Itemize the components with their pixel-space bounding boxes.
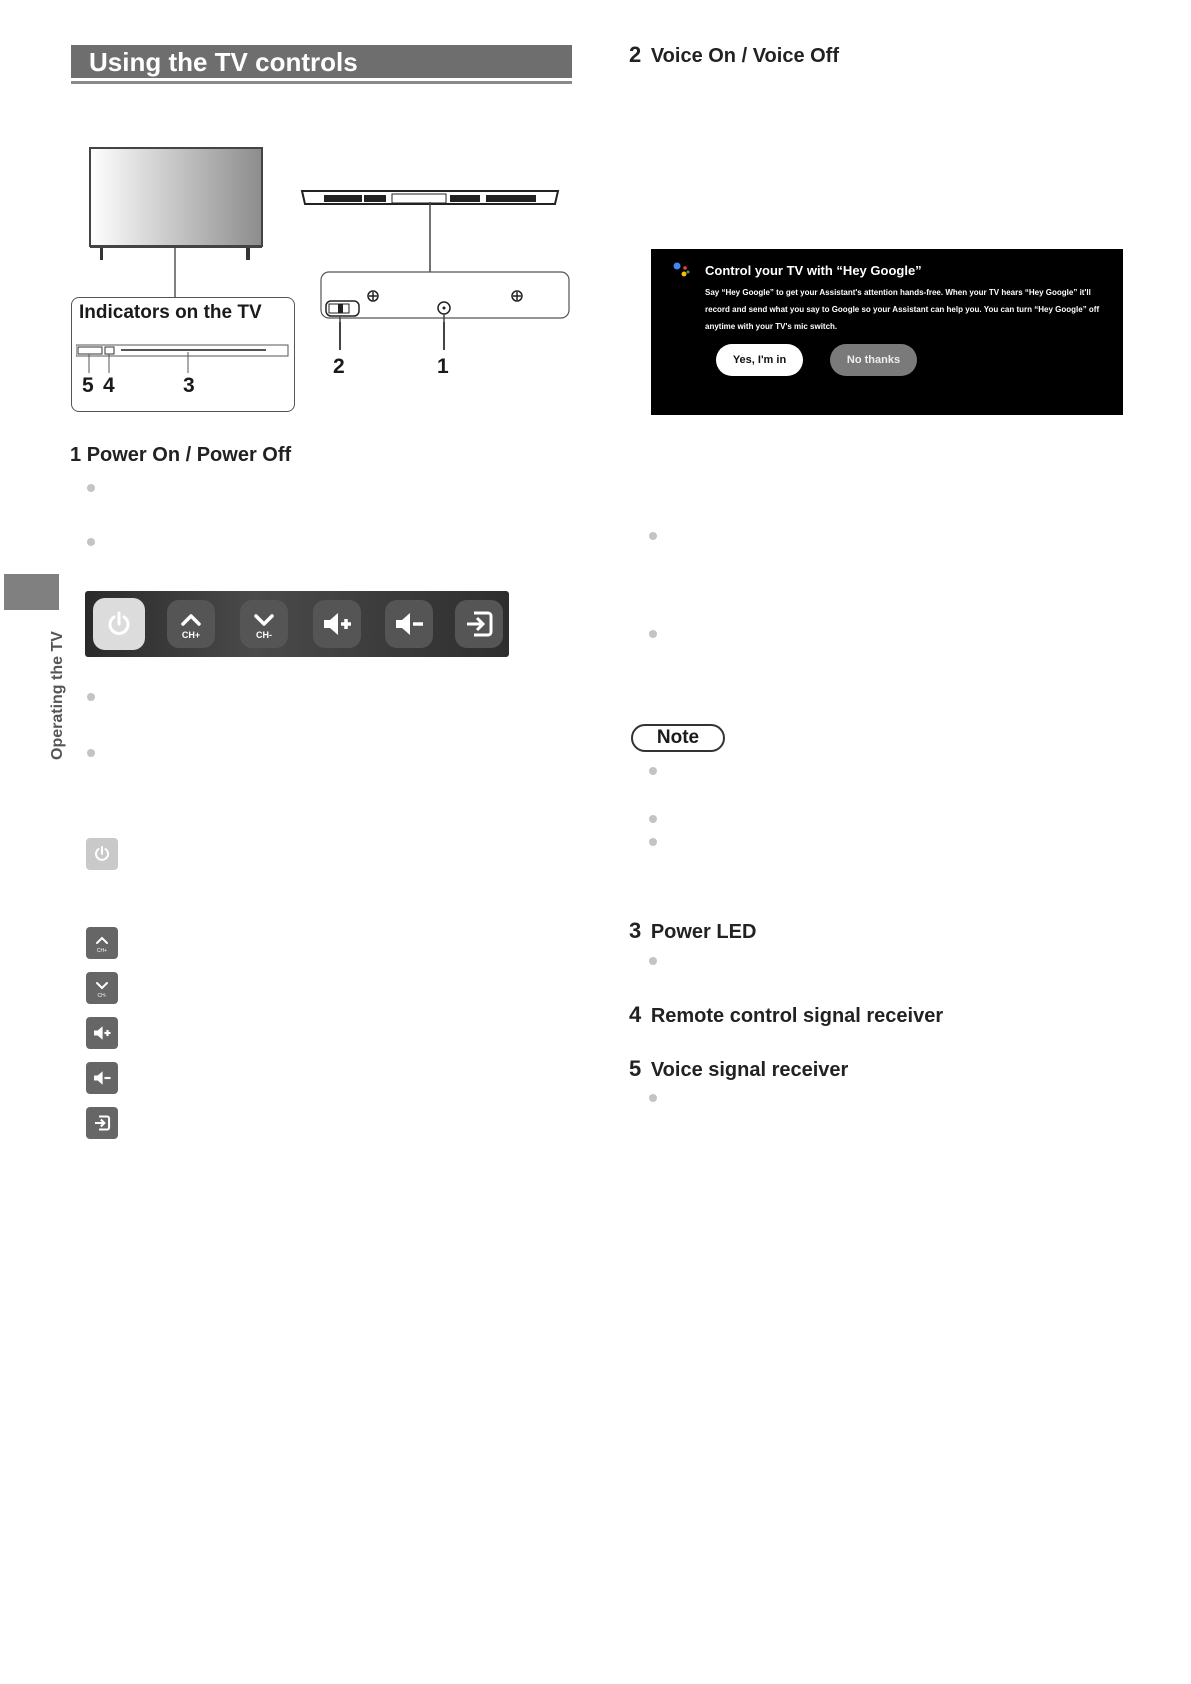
section-1-number: 1 [70, 444, 82, 466]
callout-3: 3 [183, 374, 195, 397]
hey-google-dialog [651, 249, 1123, 415]
section-1-heading [70, 444, 291, 467]
tv-bottom-illustration [300, 186, 572, 326]
volume-down-button[interactable] [385, 600, 433, 648]
tv-control-strip [85, 591, 509, 657]
section-3-number: 3 [629, 918, 642, 943]
bullet [87, 538, 95, 546]
bullet [87, 484, 95, 492]
bullet [649, 630, 657, 638]
volume-up-icon [91, 1022, 113, 1044]
bullet [649, 767, 657, 775]
legend-channel-up [86, 927, 118, 959]
power-button[interactable] [93, 598, 145, 650]
section-3-heading [629, 918, 756, 944]
power-icon [92, 844, 112, 864]
input-button[interactable] [455, 600, 503, 648]
bullet [649, 838, 657, 846]
section-4-heading [629, 1002, 943, 1028]
section-5-title: Voice signal receiver [650, 1059, 849, 1081]
channel-down-label: CH- [256, 630, 272, 640]
callout-1-leader [443, 322, 445, 350]
volume-down-icon [91, 1067, 113, 1089]
callout-5: 5 [82, 374, 94, 397]
page-title: Using the TV controls [89, 47, 358, 77]
chevron-down-icon [244, 604, 284, 644]
section-3-title: Power LED [650, 921, 757, 943]
legend-ch-down-label: CH- [97, 993, 107, 999]
power-icon [104, 609, 134, 639]
chevron-down-icon [91, 977, 113, 999]
decline-button[interactable]: No thanks [830, 344, 917, 376]
legend-channel-down [86, 972, 118, 1004]
section-2-title: Voice On / Voice Off [650, 45, 839, 67]
chevron-up-icon [171, 604, 211, 644]
legend-power [86, 838, 118, 870]
dialog-title: Control your TV with “Hey Google” [705, 263, 922, 278]
google-assistant-icon [672, 261, 692, 279]
accept-button[interactable]: Yes, I'm in [716, 344, 803, 376]
indicators-label: Indicators on the TV [79, 302, 262, 323]
volume-up-icon [319, 606, 355, 642]
channel-up-label: CH+ [181, 630, 201, 640]
side-tab-marker [4, 574, 59, 610]
bullet [649, 957, 657, 965]
callout-1: 1 [437, 355, 449, 378]
section-2-number: 2 [629, 42, 642, 67]
chevron-up-icon [91, 932, 113, 954]
callout-2-leader [339, 322, 341, 350]
bullet [649, 1094, 657, 1102]
channel-down-button[interactable] [240, 600, 288, 648]
side-section-label: Operating the TV [49, 631, 66, 760]
tv-front-illustration [80, 140, 280, 300]
callout-2: 2 [333, 355, 345, 378]
section-5-number: 5 [629, 1056, 642, 1081]
legend-input [86, 1107, 118, 1139]
section-4-number: 4 [629, 1002, 642, 1027]
section-5-heading [629, 1056, 848, 1082]
section-4-title: Remote control signal receiver [650, 1005, 944, 1027]
volume-up-button[interactable] [313, 600, 361, 648]
dialog-body: Say “Hey Google” to get your Assistant's attention hands-free. When your TV hears “Hey Google” it'll record and send what you say to Google so your Assistant can help you. You can turn “Hey Google” off anytime with your TV's mic switch. [705, 288, 1100, 331]
legend-ch-up-label: CH+ [96, 948, 108, 954]
bullet [649, 815, 657, 823]
indicator-strip [76, 343, 290, 373]
legend-volume-down [86, 1062, 118, 1094]
channel-up-button[interactable] [167, 600, 215, 648]
volume-down-icon [391, 606, 427, 642]
bullet [87, 749, 95, 757]
bullet [649, 532, 657, 540]
legend-volume-up [86, 1017, 118, 1049]
callout-4: 4 [103, 374, 115, 397]
page-title-bar [71, 45, 572, 81]
note-label: Note [631, 724, 725, 752]
input-icon [92, 1113, 112, 1133]
section-2-heading [629, 42, 839, 68]
section-1-title: Power On / Power Off [86, 444, 292, 466]
input-icon [462, 607, 496, 641]
indicators-box [71, 297, 295, 412]
bullet [87, 693, 95, 701]
